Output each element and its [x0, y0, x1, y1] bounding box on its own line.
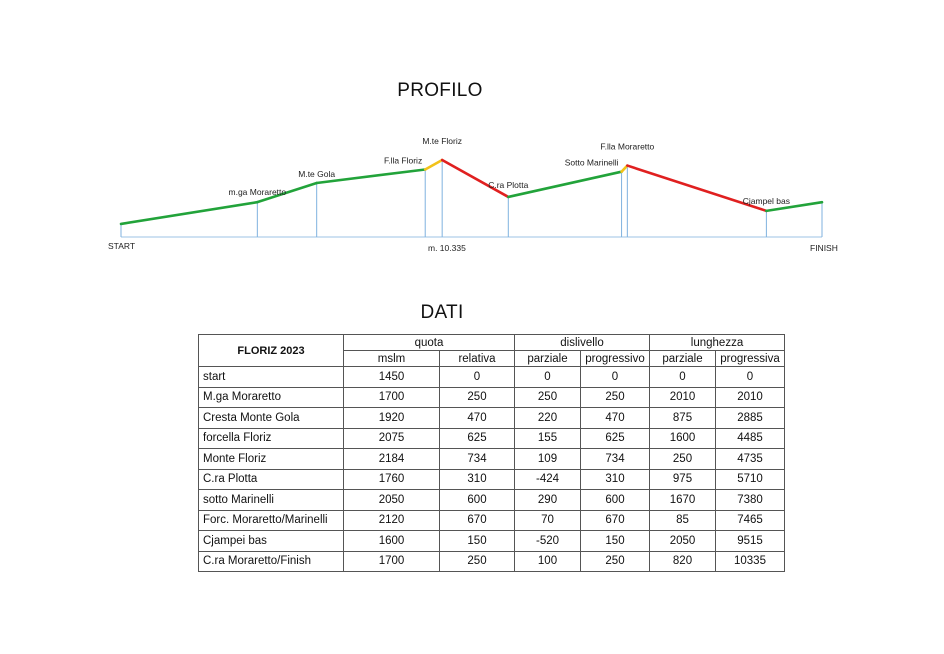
- table-row: [199, 531, 785, 552]
- point-label: Cjampel bas: [742, 195, 791, 206]
- finish-label: FINISH: [810, 243, 838, 253]
- table-cell: 1670: [650, 490, 716, 511]
- table-cell: 4485: [716, 428, 785, 449]
- table-cell: 0: [440, 367, 515, 388]
- subheader-mslm: mslm: [344, 351, 440, 367]
- table-cell: 250: [581, 387, 650, 408]
- table-cell: 1450: [344, 367, 440, 388]
- table-cell: 0: [515, 367, 581, 388]
- table-cell: 2075: [344, 428, 440, 449]
- table-row: [199, 469, 785, 490]
- table-cell: 975: [650, 469, 716, 490]
- table-cell: 2120: [344, 510, 440, 531]
- table-cell: 1700: [344, 387, 440, 408]
- table-cell: 2184: [344, 449, 440, 470]
- table-cell: 250: [650, 449, 716, 470]
- row-label: start: [199, 367, 344, 388]
- table-cell: 670: [440, 510, 515, 531]
- point-label: M.te Gola: [298, 168, 336, 179]
- table-cell: 310: [581, 469, 650, 490]
- group-header-quota: quota: [344, 335, 515, 351]
- table-cell: 250: [440, 387, 515, 408]
- table-cell: 0: [650, 367, 716, 388]
- table-row: [199, 449, 785, 470]
- table-row: [199, 367, 785, 388]
- row-label: Forc. Moraretto/Marinelli: [199, 510, 344, 531]
- data-title: DATI: [420, 302, 464, 323]
- table-cell: 470: [581, 408, 650, 429]
- table-cell: 734: [440, 449, 515, 470]
- row-label: sotto Marinelli: [199, 490, 344, 511]
- table-cell: 150: [581, 531, 650, 552]
- table-cell: 10335: [716, 551, 785, 572]
- table-cell: 1920: [344, 408, 440, 429]
- point-label: F.lla Floriz: [383, 155, 423, 166]
- table-cell: 600: [440, 490, 515, 511]
- table-cell: 1600: [650, 428, 716, 449]
- table-row: [199, 387, 785, 408]
- table-cell: 2050: [650, 531, 716, 552]
- subheader-progressiva: progressiva: [716, 351, 785, 367]
- table-cell: 2885: [716, 408, 785, 429]
- table-cell: 220: [515, 408, 581, 429]
- table-cell: 70: [515, 510, 581, 531]
- table-cell: 85: [650, 510, 716, 531]
- row-label: Cjampei bas: [199, 531, 344, 552]
- row-label: Cresta Monte Gola: [199, 408, 344, 429]
- data-table: [198, 334, 785, 572]
- table-cell: 150: [440, 531, 515, 552]
- table-cell: 250: [515, 387, 581, 408]
- table-cell: 100: [515, 551, 581, 572]
- table-cell: 2050: [344, 490, 440, 511]
- start-label: START: [108, 241, 136, 251]
- subheader-parziale-lunghezza: parziale: [650, 351, 716, 367]
- group-header-dislivello: dislivello: [515, 335, 650, 351]
- profile-title: PROFILO: [397, 80, 483, 101]
- table-row: [199, 510, 785, 531]
- table-cell: 470: [440, 408, 515, 429]
- table-cell: -520: [515, 531, 581, 552]
- elevation-profile-chart: [0, 120, 944, 270]
- profile-segment-short: [425, 160, 442, 169]
- point-label: m.ga Moraretto: [228, 187, 287, 198]
- distance-label: m. 10.335: [428, 243, 466, 253]
- table-cell: 250: [581, 551, 650, 572]
- table-cell: 2010: [650, 387, 716, 408]
- subheader-parziale: parziale: [515, 351, 581, 367]
- point-label: F.lla Moraretto: [600, 141, 655, 152]
- table-cell: 155: [515, 428, 581, 449]
- table-cell: 250: [440, 551, 515, 572]
- table-cell: 1760: [344, 469, 440, 490]
- table-cell: 2010: [716, 387, 785, 408]
- group-header-lunghezza: lunghezza: [650, 335, 785, 351]
- table-cell: 625: [440, 428, 515, 449]
- table-cell: 1600: [344, 531, 440, 552]
- row-label: C.ra Plotta: [199, 469, 344, 490]
- table-cell: 290: [515, 490, 581, 511]
- table-row: [199, 408, 785, 429]
- table-cell: 734: [581, 449, 650, 470]
- table-cell: 4735: [716, 449, 785, 470]
- table-cell: 875: [650, 408, 716, 429]
- table-cell: 7380: [716, 490, 785, 511]
- point-label: Sotto Marinelli: [564, 157, 619, 168]
- table-cell: -424: [515, 469, 581, 490]
- table-row: [199, 490, 785, 511]
- point-label: M.te Floriz: [422, 136, 463, 146]
- table-cell: 5710: [716, 469, 785, 490]
- row-label: M.ga Moraretto: [199, 387, 344, 408]
- table-cell: 109: [515, 449, 581, 470]
- table-row: [199, 428, 785, 449]
- table-cell: 310: [440, 469, 515, 490]
- table-cell: 670: [581, 510, 650, 531]
- subheader-progressivo: progressivo: [581, 351, 650, 367]
- table-cell: 625: [581, 428, 650, 449]
- table-cell: 820: [650, 551, 716, 572]
- table-corner-title: FLORIZ 2023: [199, 335, 344, 367]
- table-cell: 7465: [716, 510, 785, 531]
- row-label: C.ra Moraretto/Finish: [199, 551, 344, 572]
- table-cell: 600: [581, 490, 650, 511]
- table-header-row: [199, 335, 785, 351]
- profile-segment-descent: [442, 160, 508, 197]
- profile-segment-climb: [121, 202, 257, 224]
- row-label: Monte Floriz: [199, 449, 344, 470]
- table-row: [199, 551, 785, 572]
- table-cell: 0: [581, 367, 650, 388]
- table-cell: 9515: [716, 531, 785, 552]
- point-label: C.ra Plotta: [488, 179, 529, 190]
- table-cell: 1700: [344, 551, 440, 572]
- table-cell: 0: [716, 367, 785, 388]
- row-label: forcella Floriz: [199, 428, 344, 449]
- subheader-relativa: relativa: [440, 351, 515, 367]
